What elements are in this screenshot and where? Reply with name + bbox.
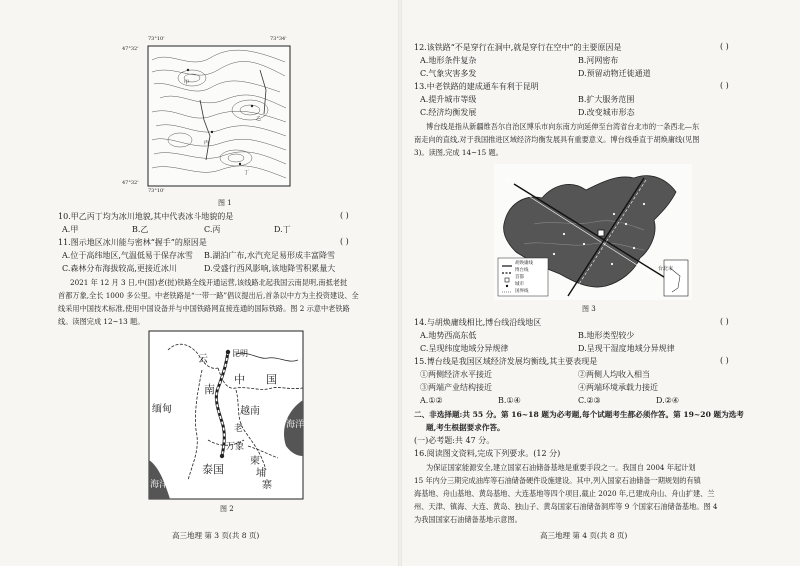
fig1-coord-top-left: 47°32' (122, 46, 139, 52)
q11-option-a: A.位于高纬地区,气温低易于保存冰雪 (62, 251, 193, 260)
contour-label-yi: 乙 (256, 116, 262, 122)
q14-option-a: A.地势西高东低 (420, 331, 477, 340)
q11-option-c: C.森林分布海拔较高,更接近冰川 (62, 264, 177, 273)
map3-legend-border: 国界线 (515, 289, 529, 294)
map2-label-kunming: 昆明 (232, 349, 248, 358)
map3-legend-city: 城市 (515, 282, 524, 287)
map2-label-yuenan: 越南 (240, 406, 260, 417)
map2-label-zhai: 寨 (262, 480, 272, 491)
passage-bt-line-1: 博台线是指从新疆维吾尔自治区博乐市向东南方向延伸至台湾省台北市的一条西北—东 (426, 122, 700, 131)
section-2-heading-cont: 题,考生根据要求作答。 (426, 423, 505, 432)
q16-stem: 16.阅读图文资料,完成下列要求。(12 分) (414, 449, 561, 458)
q15-item-3: ③两端产业结构接近 (420, 383, 492, 392)
right-page (400, 0, 800, 566)
q14-option-d: D.呈现干湿度地域分异规律 (578, 344, 675, 353)
map2-label-miandian: 缅甸 (152, 404, 172, 415)
fig1-coord-bottom: 73°10' (148, 188, 165, 194)
q12-option-d: D.预留动物迁徙通道 (578, 69, 651, 78)
q16-line-5: 为我国国家石油储备基地示意图。 (414, 515, 522, 524)
q11-stem: 11.图示地区冰川能与密林“握手”的原因是 (58, 238, 207, 247)
q10-option-b: B.乙 (132, 225, 149, 234)
contour-label-bing: 丙 (204, 140, 210, 146)
map2-label-taiguo: 泰国 (202, 463, 224, 476)
q10-option-d: D.丁 (274, 225, 291, 234)
q14-option-c: C.呈现纬度地域分异规律 (420, 344, 509, 353)
map2-label-lao: 老 (234, 424, 244, 434)
q10-option-a: A.甲 (62, 225, 79, 234)
q15-option-a: A.①② (420, 396, 443, 405)
left-page-footer: 高三地理 第 3 页(共 8 页) (172, 531, 260, 540)
right-page-footer: 高三地理 第 4 页(共 8 页) (540, 531, 628, 540)
q11-option-b: B.湖泊广布,水汽充足易形成丰富降雪 (204, 251, 335, 260)
q15-item-1: ①两侧经济水平接近 (420, 370, 492, 379)
map3-legend-capital: 首都 (515, 275, 524, 280)
figure-3-caption: 图 3 (582, 305, 596, 313)
q14-stem: 14.与胡焕庸线相比,博台线沿线地区 (414, 318, 542, 327)
q16-line-3: 海基地、舟山基地、黄岛基地、大连基地等四个项目,截止 2020 年,已建成舟山、舟山扩建、兰 (414, 489, 715, 498)
contour-map-graphic (140, 40, 298, 192)
q13-stem: 13.中老铁路的建成通车有利于昆明 (414, 82, 539, 91)
q10-stem: 10.甲乙丙丁均为冰川地貌,其中代表冰斗地貌的是 (58, 212, 234, 221)
map3-legend-hu-line: 胡焕庸线 (515, 261, 533, 266)
passage-line-4: 线。读图完成 12~13 题。 (58, 317, 145, 326)
figure-2-railway-map (148, 330, 304, 500)
railway-map-graphic (148, 330, 304, 500)
fig1-coord-top-2: 73°34' (270, 36, 287, 42)
q12-option-c: C.气象灾害多发 (420, 69, 477, 78)
fig1-coord-bottom-left: 47°32' (122, 180, 139, 186)
q13-option-b: B.扩大服务范围 (578, 95, 635, 104)
q10-option-c: C.丙 (204, 225, 221, 234)
q10-answer-paren: ( ) (340, 211, 349, 220)
map2-label-sea-east: 海洋 (286, 420, 305, 430)
figure-2-caption: 图 2 (220, 505, 234, 513)
passage-bt-line-3: 3)。读图,完成 14~15 题。 (414, 148, 503, 157)
q13-answer-paren: ( ) (720, 81, 729, 90)
map3-legend-bt-line: 博台线 (515, 268, 529, 273)
q16-line-4: 州、天津、镇海、大连、黄岛、独山子、黄岛国家石油储备洞库等 9 个国家石油储备基地。图 4 (414, 502, 718, 511)
q15-answer-paren: ( ) (720, 356, 729, 365)
q13-option-c: C.经济均衡发展 (420, 108, 477, 117)
q12-option-b: B.河网密布 (578, 56, 619, 65)
passage-line-3: 线采用中国技术标准,使用中国设备并与中国铁路网直接连通的国际铁路。图 2 示意中老铁路 (58, 304, 350, 313)
q12-option-a: A.地形条件复杂 (420, 56, 477, 65)
q15-option-b: B.①④ (498, 396, 521, 405)
fig1-coord-top-1: 73°10' (148, 36, 165, 42)
map2-label-yun: 云 (198, 354, 208, 365)
contour-label-jia: 甲 (184, 80, 190, 86)
passage-line-1: 2021 年 12 月 3 日,中(国)老(挝)铁路全线开通运营,该线路北起我国云南昆明,南抵老挝 (70, 278, 348, 287)
q13-option-a: A.提升城市等级 (420, 95, 477, 104)
required-section-label: (一)必考题:共 47 分。 (414, 436, 495, 445)
figure-1-contour-map (122, 36, 298, 194)
map2-label-jian: 柬 (250, 456, 260, 467)
q12-stem: 12.该铁路“不是穿行在洞中,就是穿行在空中”的主要原因是 (414, 43, 622, 52)
q16-line-2: 15 年内分三期完成油库等石油储备硬件设施建设。其中,列入国家石油储备一期规划的有镇 (414, 476, 701, 485)
map2-label-nan: 南 (204, 383, 215, 396)
q15-option-c: C.②③ (578, 396, 601, 405)
contour-label-ding: 丁 (244, 170, 250, 176)
q15-item-2: ②两侧人均收入相当 (578, 370, 650, 379)
map2-label-zhong: 中 (234, 373, 245, 386)
q11-answer-paren: ( ) (340, 237, 349, 246)
q15-option-d: D.②④ (656, 396, 680, 405)
q15-item-4: ④两端环境承载力接近 (578, 383, 658, 392)
map2-label-sea-west: 海洋 (150, 480, 169, 490)
map3-label-bole: 博乐市 (506, 178, 522, 184)
q12-answer-paren: ( ) (720, 42, 729, 51)
q14-answer-paren: ( ) (720, 317, 729, 326)
passage-line-2: 首都万象,全长 1000 多公里。中老铁路是“一带一路”倡议提出后,首条以中方为主投资建设、全 (58, 291, 359, 300)
q11-option-d: D.受盛行西风影响,该地降雪积累量大 (204, 264, 336, 273)
q14-option-b: B.地形类型较少 (578, 331, 635, 340)
map2-label-guo: 国 (266, 373, 277, 386)
figure-1-caption: 图 1 (218, 199, 232, 207)
map3-label-taibei: 台北市 (658, 266, 674, 272)
map2-label-wanxiang: 万象 (226, 442, 245, 452)
passage-bt-line-2: 南走向的直线,对于我国推进区域经济均衡发展具有重要意义。博台线垂直于胡焕庸线(见图 (414, 135, 700, 144)
q13-option-d: D.改变城市形态 (578, 108, 635, 117)
figure-3-china-map (494, 164, 692, 300)
map2-label-pu: 埔 (256, 468, 266, 479)
section-2-heading: 二、非选择题:共 55 分。第 16~18 题为必考题,每个试题考生都必须作答。第 19~20 题为选考 (414, 410, 744, 419)
q16-line-1: 为保证国家能源安全,建立国家石油储备基地是重要手段之一。我国自 2004 年起计划 (426, 463, 696, 472)
q15-stem: 15.博台线是我国区域经济发展均衡线,其主要表现是 (414, 357, 598, 366)
